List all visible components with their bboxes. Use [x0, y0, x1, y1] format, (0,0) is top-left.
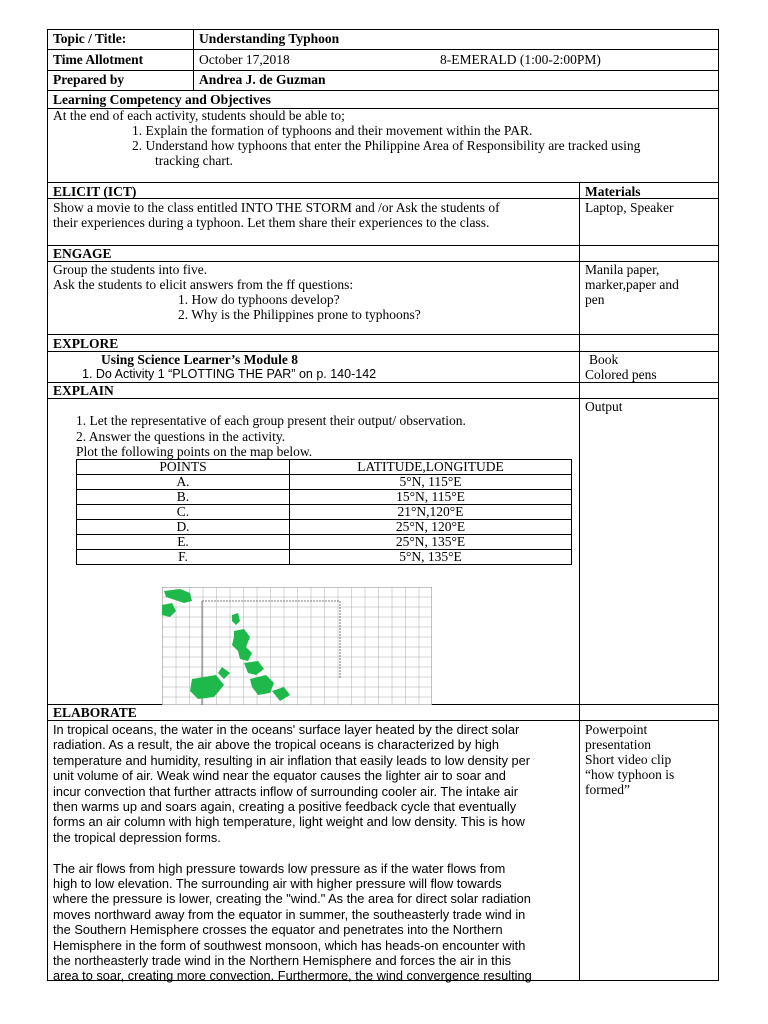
time-value: October 17,2018 — [199, 52, 290, 67]
explain-output: Output — [585, 399, 623, 414]
row-line — [47, 90, 719, 91]
engage-question-2: 2. Why is the Philippines prone to typhoons? — [178, 307, 421, 322]
elaborate-line: radiation. As a result, the air above the tropical oceans is characterized by high — [53, 737, 500, 753]
elaborate-line: The air flows from high pressure towards low pressure as if the water flows from — [53, 860, 506, 876]
row-line — [47, 182, 719, 183]
point-coordinates: 15°N, 115°E — [290, 490, 572, 505]
table-row — [77, 535, 572, 550]
elaborate-line: high to low elevation. The surrounding air with higher pressure will flow towards — [53, 876, 502, 891]
points-table — [76, 459, 572, 565]
elaborate-material-2: presentation — [585, 737, 651, 752]
engage-material-2: marker,paper and — [585, 277, 679, 292]
prepared-label: Prepared by — [53, 72, 125, 87]
objective-1: 1. Explain the formation of typhoons and their movement within the PAR. — [132, 123, 533, 138]
explain-plot: Plot the following points on the map below. — [76, 444, 313, 459]
prepared-value: Andrea J. de Guzman — [199, 72, 326, 87]
section-value: 8-EMERALD (1:00-2:00PM) — [440, 52, 601, 67]
table-row — [77, 475, 572, 490]
elaborate-line: temperature and humidity, resulting in air inflation that easily leads to low density per — [53, 752, 531, 768]
elaborate-line: incur convection that further attracts inflow of surrounding cooler air. The intake air — [53, 783, 518, 799]
row-line — [47, 720, 719, 721]
explore-heading: EXPLORE — [53, 336, 119, 351]
point-label: C. — [77, 505, 290, 520]
explain-step-1: 1. Let the representative of each group present their output/ observation. — [76, 413, 466, 428]
elaborate-material-1: Powerpoint — [585, 722, 648, 737]
latlong-header: LATITUDE,LONGITUDE — [290, 460, 572, 475]
point-label: D. — [77, 520, 290, 535]
engage-question-1: 1. How do typhoons develop? — [178, 292, 340, 307]
elaborate-material-4: “how typhoon is — [585, 767, 675, 782]
explore-material-1: Book — [589, 352, 619, 367]
points-table-header — [77, 460, 572, 475]
par-tracking-map — [162, 587, 432, 705]
point-coordinates: 25°N, 135°E — [290, 535, 572, 550]
point-coordinates: 5°N, 115°E — [290, 475, 572, 490]
explain-step-2: 2. Answer the questions in the activity. — [76, 429, 286, 444]
elaborate-line: Hemisphere in the form of southwest monsoon, which has heads-on encounter with — [53, 937, 526, 953]
engage-heading: ENGAGE — [53, 246, 112, 261]
point-coordinates: 5°N, 135°E — [290, 550, 572, 565]
topic-label: Topic / Title: — [53, 31, 127, 46]
competency-heading: Learning Competency and Objectives — [53, 92, 271, 107]
point-label: F. — [77, 550, 290, 565]
elaborate-heading: ELABORATE — [53, 705, 137, 720]
point-coordinates: 21°N,120°E — [290, 505, 572, 520]
time-label: Time Allotment — [53, 52, 144, 67]
points-header: POINTS — [77, 460, 290, 475]
elaborate-line: then warms up and soars again, creating a positive feedback cycle that eventually — [53, 799, 517, 814]
engage-material-1: Manila paper, — [585, 262, 660, 277]
row-line — [47, 245, 719, 246]
elaborate-line: In tropical oceans, the water in the oceans' surface layer heated by the direct solar — [53, 722, 520, 737]
elaborate-line: the tropical depression forms. — [53, 829, 221, 845]
elaborate-material-5: formed” — [585, 782, 630, 797]
elaborate-material-3: Short video clip — [585, 752, 672, 767]
objective-2-cont: tracking chart. — [155, 153, 233, 168]
elaborate-line: the Southern Hemisphere crosses the equator and penetrates into the Northern — [53, 922, 503, 938]
elaborate-line: forms an air column with high temperature, light weight and low density. This is how — [53, 814, 525, 830]
materials-heading: Materials — [585, 184, 641, 199]
engage-material-3: pen — [585, 292, 605, 307]
row-line — [47, 29, 719, 30]
competency-intro: At the end of each activity, students should be able to; — [53, 108, 345, 123]
point-coordinates: 25°N, 120°E — [290, 520, 572, 535]
objective-2: 2. Understand how typhoons that enter the Philippine Area of Responsibility are tracked using — [132, 138, 641, 153]
table-border-left — [47, 29, 48, 980]
table-border-right — [718, 29, 719, 980]
explain-heading: EXPLAIN — [53, 383, 114, 398]
elaborate-line: the northeasterly trade wind in the Northern Hemisphere and forces the air in this — [53, 953, 512, 968]
elicit-line-1: Show a movie to the class entitled INTO THE STORM and /or Ask the students of — [53, 200, 500, 215]
table-row — [77, 550, 572, 565]
point-label: A. — [77, 475, 290, 490]
elicit-line-2: their experiences during a typhoon. Let them share their experiences to the class. — [53, 215, 490, 230]
point-label: E. — [77, 535, 290, 550]
engage-line-1: Group the students into five. — [53, 262, 208, 277]
row-line — [47, 70, 719, 71]
engage-line-2: Ask the students to elicit answers from the ff questions: — [53, 277, 354, 292]
elaborate-line: where the pressure is lower, creating the "wind." As the area for direct solar radiation — [53, 891, 531, 907]
point-label: B. — [77, 490, 290, 505]
elicit-heading: ELICIT (ICT) — [53, 184, 137, 199]
elicit-materials: Laptop, Speaker — [585, 200, 674, 215]
table-row — [77, 505, 572, 520]
explore-material-2: Colored pens — [585, 367, 657, 382]
table-row — [77, 520, 572, 535]
explore-activity: 1. Do Activity 1 “PLOTTING THE PAR” on p. 140-142 — [82, 367, 377, 381]
materials-col-line — [579, 182, 580, 980]
elaborate-line: unit volume of air. Weak wind near the equator causes the lighter air to soar and — [53, 768, 506, 784]
explore-module: Using Science Learner’s Module 8 — [101, 352, 298, 367]
topic-value: Understanding Typhoon — [199, 31, 340, 46]
row-line — [47, 334, 719, 335]
elaborate-line: moves northward away from the equator in summer, the southeasterly trade wind in — [53, 906, 526, 922]
row-line — [47, 49, 719, 50]
elaborate-line: area to soar, creating more convection. Furthermore, the wind convergence resulting — [53, 968, 532, 984]
col-line — [193, 29, 194, 90]
table-row — [77, 490, 572, 505]
